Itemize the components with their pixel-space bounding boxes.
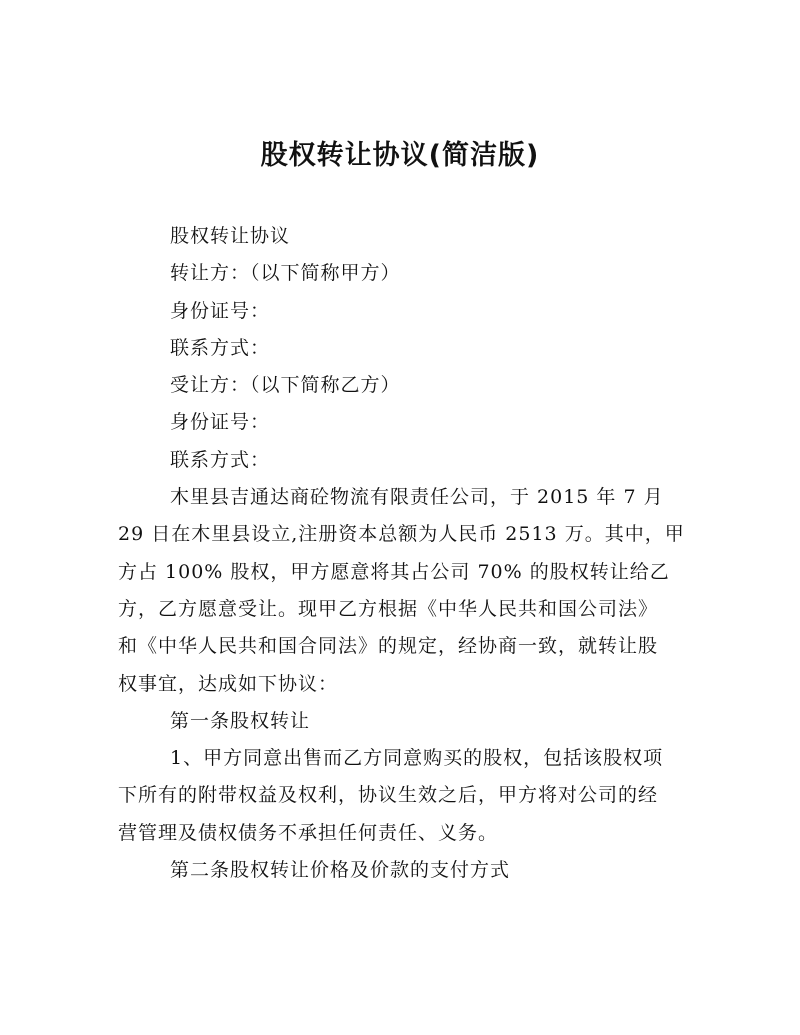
paragraph-line: 方，乙方愿意受让。现甲乙方根据《中华人民共和国公司法》 <box>118 597 659 620</box>
paragraph-line: 和《中华人民共和国合同法》的规定，经协商一致，就转让股 <box>118 635 659 658</box>
transferee-line: 受让方：（以下简称乙方） <box>170 374 401 397</box>
clause-line: 营管理及债权债务不承担任何责任、义务。 <box>118 821 499 844</box>
clause-line: 下所有的附带权益及权利，协议生效之后，甲方将对公司的经 <box>118 784 659 807</box>
transferee-contact-line: 联系方式： <box>170 448 271 471</box>
document-body <box>118 218 688 889</box>
transferor-line: 转让方：（以下简称甲方） <box>170 262 401 285</box>
transferee-id-line: 身份证号： <box>170 411 271 434</box>
document-title: 股权转让协议(简洁版) <box>260 140 540 171</box>
clause-line: 1、甲方同意出售而乙方同意购买的股权，包括该股权项 <box>170 747 664 770</box>
transferor-id-line: 身份证号： <box>170 299 271 322</box>
paragraph-line: 木里县吉通达商砼物流有限责任公司，于 2015 年 7 月 <box>170 486 664 509</box>
transferor-contact-line: 联系方式： <box>170 336 271 359</box>
paragraph-line: 29 日在木里县设立,注册资本总额为人民币 2513 万。其中，甲 <box>118 523 685 546</box>
heading-line: 股权转让协议 <box>170 225 291 247</box>
paragraph-line: 权事宜，达成如下协议： <box>118 672 339 695</box>
paragraph-line: 方占 100% 股权，甲方愿意将其占公司 70% 的股权转让给乙 <box>118 560 670 583</box>
article-heading: 第二条股权转让价格及价款的支付方式 <box>170 859 511 882</box>
article-heading: 第一条股权转让 <box>170 709 311 732</box>
